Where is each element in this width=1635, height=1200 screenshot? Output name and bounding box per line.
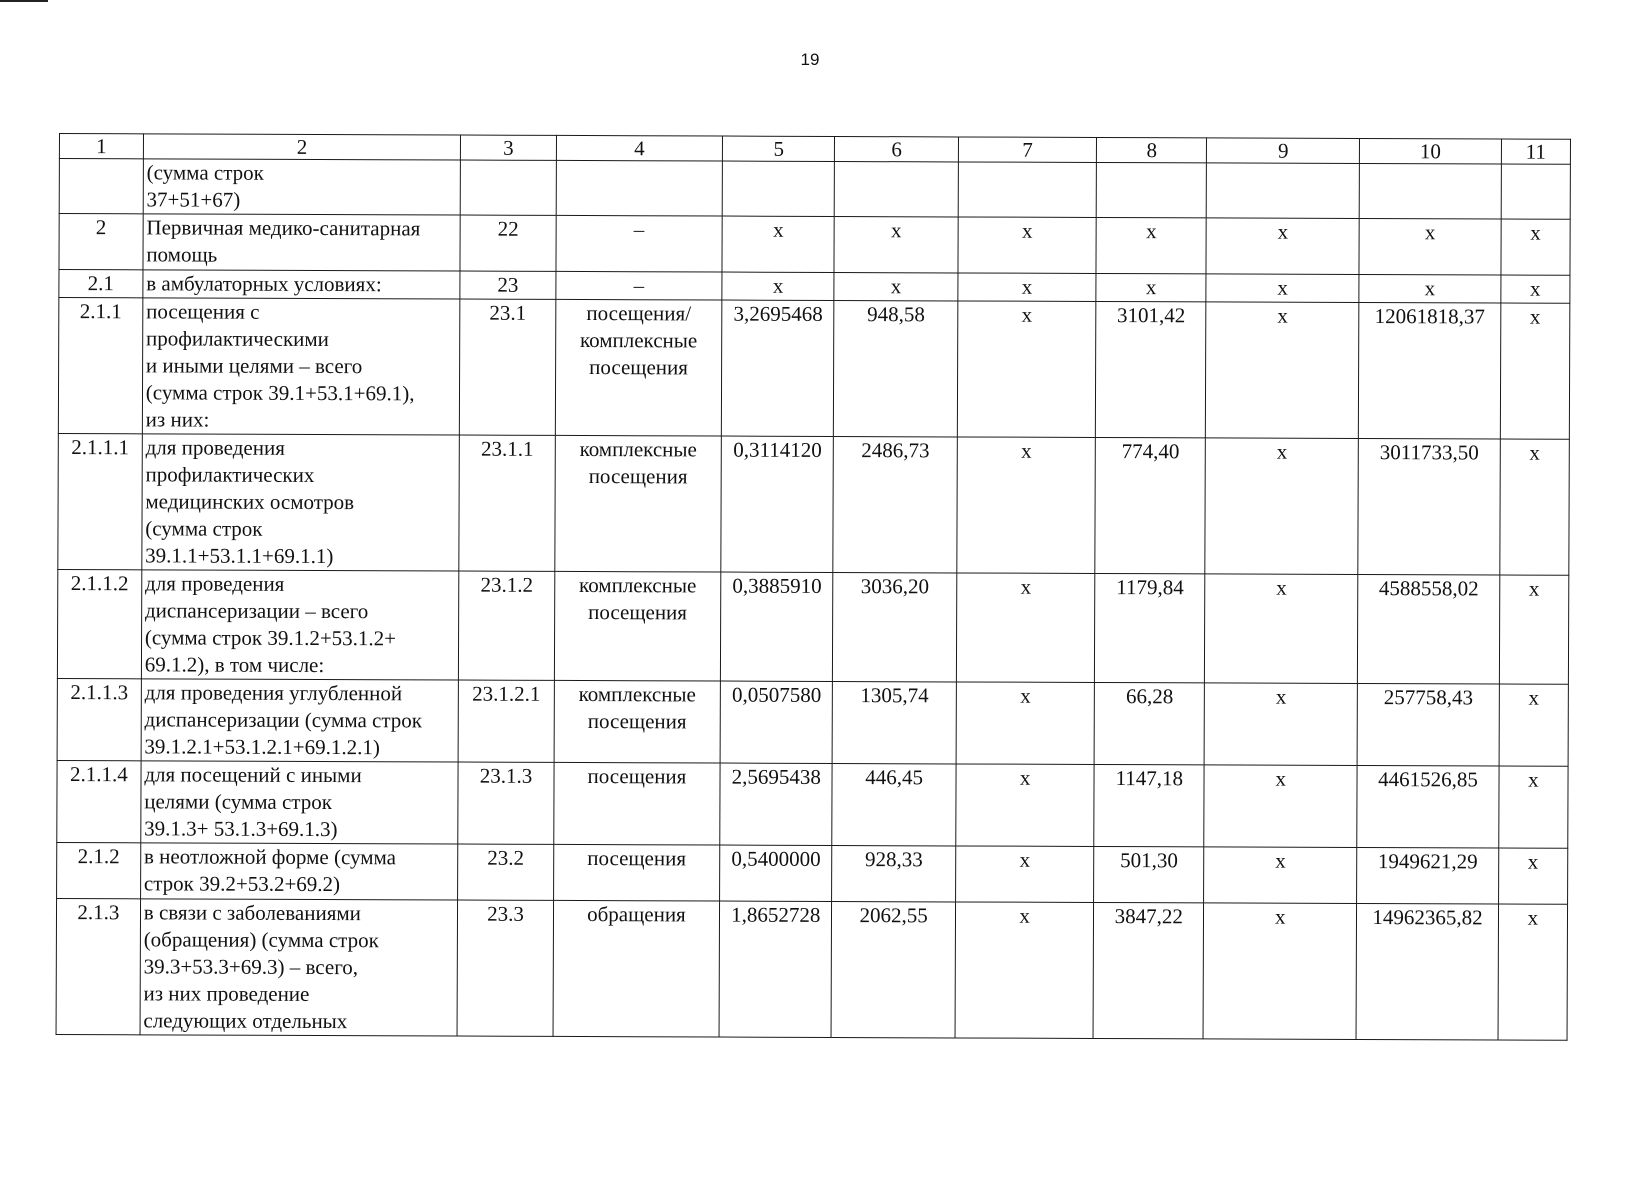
row-code: 22 (460, 215, 556, 271)
row-code: 23.2 (458, 844, 554, 900)
row-col6: 1305,74 (832, 681, 956, 763)
table-row (57, 569, 1568, 684)
row-unit: комплексные посещения (554, 680, 721, 763)
row-col5: 0,5400000 (720, 845, 832, 901)
row-col7: х (955, 902, 1094, 1039)
row-col10: 3011733,50 (1358, 438, 1500, 575)
table-row (57, 678, 1568, 766)
row-col5: 0,0507580 (720, 681, 832, 763)
row-unit: – (556, 271, 723, 300)
row-name: для проведения диспансеризации – всего (сумма строк 39.1.2+53.1.2+ 69.1.2), в том числе: (141, 570, 459, 680)
row-col9: х (1204, 765, 1357, 848)
scan-corner-mark (0, 0, 48, 2)
row-col6: 948,58 (834, 300, 958, 436)
column-header-6: 6 (835, 136, 959, 161)
row-col10: х (1359, 274, 1501, 303)
row-col5: 2,5695438 (720, 763, 832, 845)
row-name: посещения с профилактическими и иными целями – всего (сумма строк 39.1+53.1+69.1), из них: (142, 298, 460, 435)
row-col11: х (1498, 904, 1568, 1040)
page-number: 19 (800, 50, 820, 69)
row-unit: комплексные посещения (554, 571, 721, 681)
row-col7: х (956, 573, 1095, 683)
row-code: 23.1.2 (459, 571, 555, 680)
row-number: 2.1.1 (58, 298, 142, 434)
row-col10 (1359, 163, 1501, 219)
row-col8: 774,40 (1095, 437, 1206, 573)
row-number: 2.1.1.1 (58, 433, 142, 569)
row-col7 (958, 162, 1097, 218)
row-col6: 928,33 (832, 845, 956, 901)
data-table (56, 133, 1571, 1041)
row-col9: х (1205, 438, 1359, 575)
row-col6 (835, 161, 959, 216)
table-row (56, 898, 1568, 1040)
row-code: 23.1.2.1 (458, 680, 554, 762)
row-name: в связи с заболеваниями (обращения) (сумма строк 39.3+53.3+69.3) – всего, из них проведение следующих отдельных (140, 899, 458, 1036)
row-col6: 3036,20 (833, 572, 957, 681)
row-unit: посещения/ комплексные посещения (555, 299, 722, 436)
row-col9: х (1204, 683, 1357, 766)
column-header-7: 7 (958, 137, 1096, 163)
table-row (58, 433, 1570, 575)
table-body (56, 134, 1570, 1041)
row-name: для проведения профилактических медицинских осмотров (сумма строк 39.1.1+53.1.1+69.1.1) (142, 434, 460, 571)
row-col11: х (1499, 575, 1569, 684)
row-col10: 257758,43 (1357, 683, 1499, 766)
row-unit: комплексные посещения (554, 435, 721, 572)
table-row (58, 298, 1570, 440)
row-code: 23.1.3 (458, 762, 554, 844)
row-col7: х (956, 682, 1095, 765)
column-header-11: 11 (1501, 139, 1570, 164)
row-unit: – (556, 215, 723, 272)
row-col7: х (956, 764, 1095, 847)
row-col11: х (1499, 766, 1569, 848)
column-header-3: 3 (461, 135, 556, 160)
table-row (57, 842, 1568, 904)
row-code: 23.1.1 (459, 435, 555, 571)
row-number: 2.1.3 (56, 898, 140, 1034)
table-container (56, 133, 1571, 1041)
row-col11: х (1500, 439, 1570, 575)
row-code: 23.1 (460, 299, 556, 435)
row-col8: 1179,84 (1095, 573, 1205, 682)
row-col7: х (956, 846, 1095, 903)
row-col6: 446,45 (832, 763, 956, 845)
row-col10: 4461526,85 (1357, 765, 1499, 848)
column-header-1: 1 (59, 134, 143, 159)
row-col11 (1501, 164, 1570, 219)
row-col8: 501,30 (1094, 846, 1204, 902)
row-name: для проведения углубленной диспансеризации (сумма строк 39.1.2.1+53.1.2.1+69.1.2.1) (141, 679, 459, 762)
row-number: 2.1 (59, 270, 143, 298)
column-header-9: 9 (1207, 138, 1360, 164)
column-header-4: 4 (556, 135, 723, 161)
row-col5: х (722, 216, 834, 272)
row-unit (556, 160, 723, 216)
row-col11: х (1501, 219, 1570, 275)
row-name: для посещений с иными целями (сумма строк 39.1.3+ 53.1.3+69.1.3) (141, 761, 459, 844)
column-header-10: 10 (1360, 138, 1502, 164)
row-name: (сумма строк 37+51+67) (143, 159, 461, 215)
table-row (59, 159, 1570, 220)
column-header-2: 2 (143, 134, 461, 160)
row-col11: х (1498, 848, 1567, 904)
row-name: в амбулаторных условиях: (143, 270, 461, 299)
row-unit: обращения (553, 900, 720, 1037)
row-unit: посещения (553, 762, 720, 845)
row-col5: 3,2695468 (722, 300, 835, 436)
row-code: 23.3 (457, 900, 553, 1036)
row-col8: х (1096, 273, 1206, 301)
row-col5: 0,3885910 (721, 572, 834, 681)
row-number: 2.1.1.4 (57, 760, 141, 842)
row-number (59, 159, 143, 214)
row-col9: х (1206, 218, 1359, 275)
row-col9: х (1206, 274, 1359, 303)
row-col5: х (722, 272, 834, 300)
row-col7: х (958, 217, 1097, 274)
row-col10: 1949621,29 (1357, 847, 1499, 904)
row-col5: 1,8652728 (719, 901, 832, 1037)
row-name: Первичная медико-санитарная помощь (143, 214, 461, 271)
row-col8 (1096, 162, 1206, 217)
row-col10: 14962365,82 (1356, 903, 1498, 1040)
column-header-8: 8 (1097, 137, 1207, 162)
row-number: 2.1.1.3 (57, 678, 141, 760)
row-col10: 12061818,37 (1359, 302, 1501, 439)
row-col8: 3847,22 (1093, 902, 1204, 1038)
row-col10: х (1359, 218, 1501, 275)
row-name: в неотложной форме (сумма строк 39.2+53.2+69.2) (140, 843, 458, 900)
row-col9: х (1204, 847, 1357, 904)
row-col8: 3101,42 (1096, 301, 1207, 437)
row-col11: х (1500, 303, 1570, 439)
row-col9: х (1206, 302, 1360, 439)
row-col7: х (957, 301, 1096, 438)
row-unit: посещения (553, 844, 720, 901)
row-col11: х (1501, 275, 1570, 303)
row-code (460, 160, 556, 215)
row-col5: 0,3114120 (721, 436, 834, 572)
row-col9: х (1203, 903, 1357, 1040)
row-col6: х (834, 272, 958, 300)
table-row (59, 214, 1570, 276)
row-col7: х (957, 437, 1096, 574)
row-col9: х (1205, 574, 1358, 684)
row-number: 2.1.1.2 (57, 569, 141, 678)
row-col8: 1147,18 (1094, 764, 1204, 846)
column-header-5: 5 (723, 136, 835, 161)
row-code: 23 (460, 271, 555, 299)
row-number: 2 (59, 214, 143, 270)
row-col8: х (1096, 217, 1206, 273)
row-col6: 2062,55 (831, 901, 955, 1037)
row-col7: х (958, 273, 1096, 302)
row-col9 (1206, 163, 1359, 219)
row-col5 (722, 161, 834, 216)
row-col11: х (1499, 684, 1569, 766)
table-row (57, 760, 1568, 848)
row-col10: 4588558,02 (1358, 574, 1500, 684)
row-col6: х (834, 216, 958, 272)
row-number: 2.1.2 (57, 842, 141, 898)
row-col8: 66,28 (1094, 682, 1204, 764)
row-col6: 2486,73 (833, 436, 957, 572)
